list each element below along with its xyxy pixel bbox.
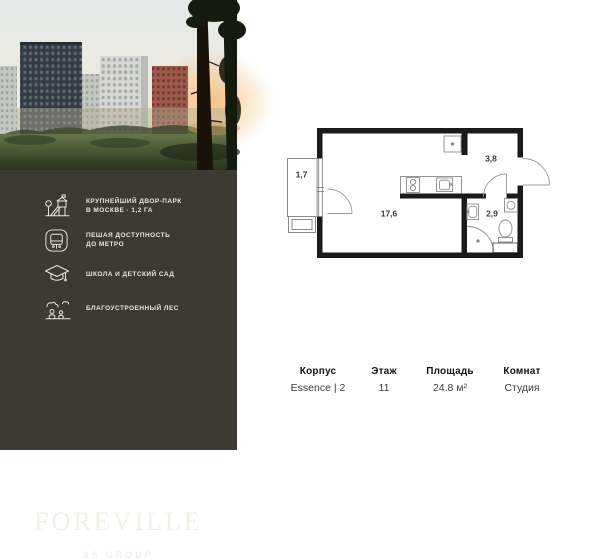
development-photo <box>0 0 237 170</box>
plan-window <box>317 159 324 217</box>
feature-text: В МОСКВЕ · 1,2 ГА <box>86 207 153 214</box>
playground-icon <box>44 192 76 220</box>
feature-metro <box>44 226 224 254</box>
feature-list <box>44 192 224 328</box>
detail-value: 11 <box>378 382 390 394</box>
plan-bathroom-fixtures <box>467 199 518 253</box>
room-label-living: 17,6 <box>380 208 398 219</box>
detail-label: Комнат <box>503 366 541 377</box>
detail-value: Студия <box>504 382 540 394</box>
metro-icon <box>44 226 76 254</box>
room-label-bathroom: 2,9 <box>486 208 498 219</box>
forest-icon <box>44 294 76 322</box>
school-icon <box>44 260 76 288</box>
detail-label: Корпус <box>299 366 337 377</box>
room-label-hallway: 3,8 <box>485 153 497 164</box>
feature-text: ПЕШАЯ ДОСТУПНОСТЬ <box>86 232 171 239</box>
feature-school <box>44 260 224 288</box>
detail-label: Площадь <box>426 366 474 377</box>
floor-plan <box>280 118 560 266</box>
room-label-balcony: 1,7 <box>295 169 308 180</box>
feature-text: ДО МЕТРО <box>86 241 125 248</box>
feature-text: БЛАГОУСТРОЕННЫЙ ЛЕС <box>86 304 179 312</box>
detail-value: 24.8 м² <box>432 382 468 394</box>
detail-label: Этаж <box>371 366 397 377</box>
brand-logo: FOREVILLE <box>34 507 203 536</box>
brand-panel <box>0 170 237 560</box>
plan-kitchen <box>401 177 462 194</box>
feature-text: КРУПНЕЙШИЙ ДВОР-ПАРК <box>86 198 182 205</box>
detail-rooms <box>472 366 572 394</box>
plan-walls <box>317 128 523 258</box>
detail-value: Essence | 2 <box>290 382 346 394</box>
feature-park <box>44 192 224 220</box>
brand-group: 3S GROUP <box>83 550 154 560</box>
feature-forest <box>44 294 224 322</box>
plan-doors <box>328 159 550 214</box>
plan-vent-shaft <box>444 136 461 152</box>
feature-text: ШКОЛА И ДЕТСКИЙ САД <box>86 270 175 278</box>
